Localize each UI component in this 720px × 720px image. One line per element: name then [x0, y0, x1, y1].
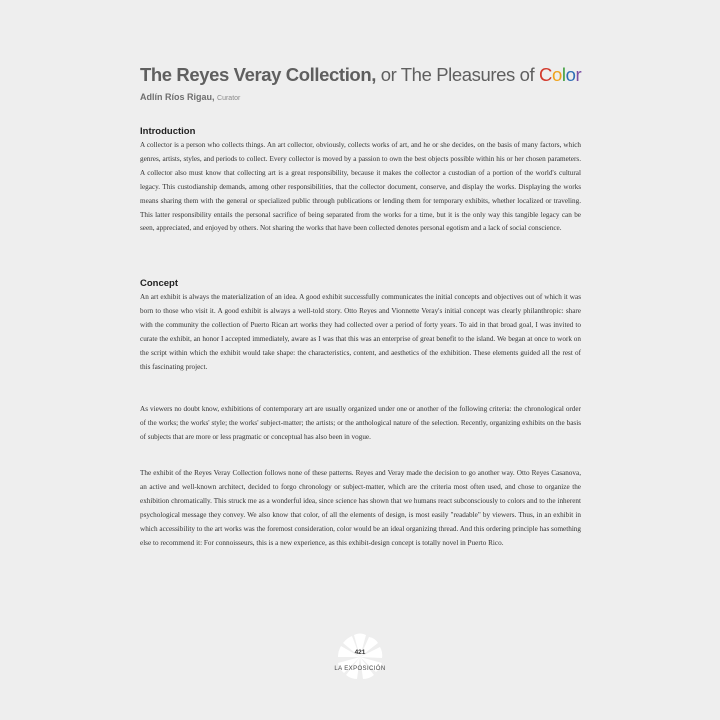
byline	[140, 92, 240, 102]
paragraph: The exhibit of the Reyes Veray Collection follows none of these patterns. Reyes and Veray made the decision to go another way. Otto Reyes Casanova, an active and well-known architect, decided to forgo chronology or subject-matter, which are the criteria most often used, and chose to organize the exhibition chromatically. This struck me as a wonderful idea, since science has shown that we humans react subconsciously to colors and to the inherent psychological message they convey. We also know that color, of all the elements of design, is most easily "readable" by viewers. Thus, in an exhibit in which accessibility to the art works was the foremost consideration, color would be an ideal organizing thread. And this ordering principle has something else to recommend it: For connoisseurs, this is a new experience, as this exhibit-design concept is totally novel in Puerto Rico.	[140, 469, 581, 547]
title-rest-prefix: or The Pleasures of	[375, 64, 539, 85]
paragraph: A collector is a person who collects things. An art collector, obviously, collects works of art, and he or she decides, on the basis of many factors, which genres, artists, styles, and periods to collect. Every collector is moved by a passion to own the best objects possible within his or her chosen parameters. A collector also must know that collecting art is a great responsibility, because it makes the collector a custodian of a portion of the world's cultural legacy. This custodianship demands, among other responsibilities, that the collector document, conserve, and display the works. Displaying the works means sharing them with the general or specialized public through publications or lending them for temporary exhibits, whether localized or traveling. This latter responsibility entails the personal sacrifice of being separated from the works for a time, but it is the only way this tangible legacy can be seen, appreciated, and enjoyed by others. Not sharing the works that have been collected denotes personal egotism and a lack of social conscience.	[140, 141, 581, 233]
author-role: Curator	[217, 95, 241, 102]
sunburst-logo-icon	[320, 632, 400, 692]
title-color-letter: C	[538, 64, 552, 85]
paragraph: As viewers no doubt know, exhibitions of contemporary art are usually organized under one or another of the following criteria: the chronological order of the works; the works' style; the works' subject-matter; the artists; or the anthological nature of the selection. Recently, organizing exhibits on the basis of subjects that are more or less pragmatic or conceptual has also been in vogue.	[140, 405, 581, 441]
title-color-letter: o	[551, 64, 562, 85]
title-color-letter: o	[565, 64, 576, 85]
article-title	[140, 64, 680, 86]
title-main: The Reyes Veray Collection,	[140, 64, 376, 85]
section-heading-introduction: Introduction	[140, 126, 196, 137]
page-number: 421	[354, 649, 366, 656]
footer-label: LA EXPOSICIÓN	[334, 666, 386, 672]
page-footer	[320, 632, 400, 692]
author-name: Adlín Ríos Rigau,	[140, 92, 215, 102]
title-color-letter: l	[561, 64, 566, 85]
paragraph: An art exhibit is always the materialization of an idea. A good exhibit successfully communicates the initial concepts and objectives out of which it was born to those who visit it. A good exhibit is always a well-told story. Otto Reyes and Vionnette Veray's initial concept was clearly philanthropic: share with the community the collection of Puerto Rican art works they had collected over a period of forty years. To aid in that broad goal, I was invited to curate the exhibit, an honor I accepted immediately, aware as I was that this was an enterprise of great benefit to the island. We began at once to work on the script within which the exhibit would take shape: the characteristics, content, and aesthetics of the exhibition. These elements guided all the rest of this fascinating project.	[140, 293, 581, 371]
title-rest	[376, 64, 581, 85]
title-color-letter: r	[575, 64, 582, 85]
section-heading-concept: Concept	[140, 278, 178, 289]
